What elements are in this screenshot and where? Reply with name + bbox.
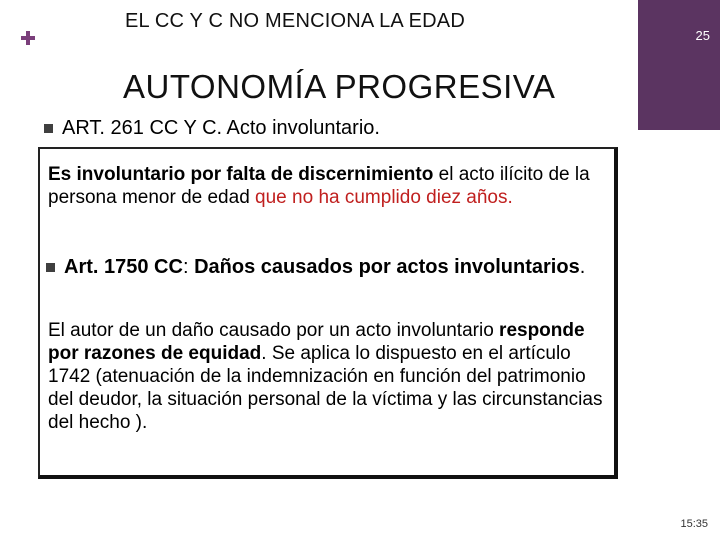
paragraph-bold: responde por razones de equidad bbox=[48, 320, 585, 364]
paragraph-text: El autor de un daño causado por un acto involuntario bbox=[48, 320, 500, 341]
paragraph-autor bbox=[48, 319, 608, 434]
page-number-box bbox=[638, 0, 720, 130]
paragraph-involuntario bbox=[48, 163, 608, 209]
bullet-icon bbox=[44, 124, 53, 133]
bullet-icon bbox=[46, 263, 55, 272]
paragraph-text: . Se aplica lo dispuesto en el artículo 1742 (atenuación de la indemnización en función del patrimonio del deudor, la situación personal de la víctima y las circunstancias del hecho ). bbox=[48, 343, 603, 433]
bullet-bold-ref: Art. 1750 CC bbox=[64, 256, 183, 278]
slide-time: 15:35 bbox=[680, 518, 708, 530]
paragraph-bold: Es involuntario por falta de discernimiento bbox=[48, 164, 434, 185]
bullet-end: . bbox=[579, 256, 586, 278]
bullet-item-art-261 bbox=[44, 116, 380, 141]
bullet-bold-desc: Daños causados por actos involuntarios bbox=[194, 256, 580, 278]
content-box bbox=[38, 147, 618, 479]
bullet-text bbox=[64, 255, 585, 280]
paragraph-highlight: que no ha cumplido diez años. bbox=[255, 187, 513, 208]
slide-subtitle: AUTONOMÍA PROGRESIVA bbox=[123, 68, 556, 105]
bullet-text: ART. 261 CC Y C. Acto involuntario. bbox=[62, 117, 380, 139]
bullet-sep: : bbox=[182, 256, 195, 278]
plus-icon bbox=[18, 28, 38, 48]
bullet-item-art-1750 bbox=[46, 255, 585, 280]
slide-title: EL CC Y C NO MENCIONA LA EDAD bbox=[125, 10, 465, 32]
page-number: 25 bbox=[695, 28, 710, 43]
paragraph-text: el acto ilícito de la persona menor de edad bbox=[48, 164, 590, 208]
